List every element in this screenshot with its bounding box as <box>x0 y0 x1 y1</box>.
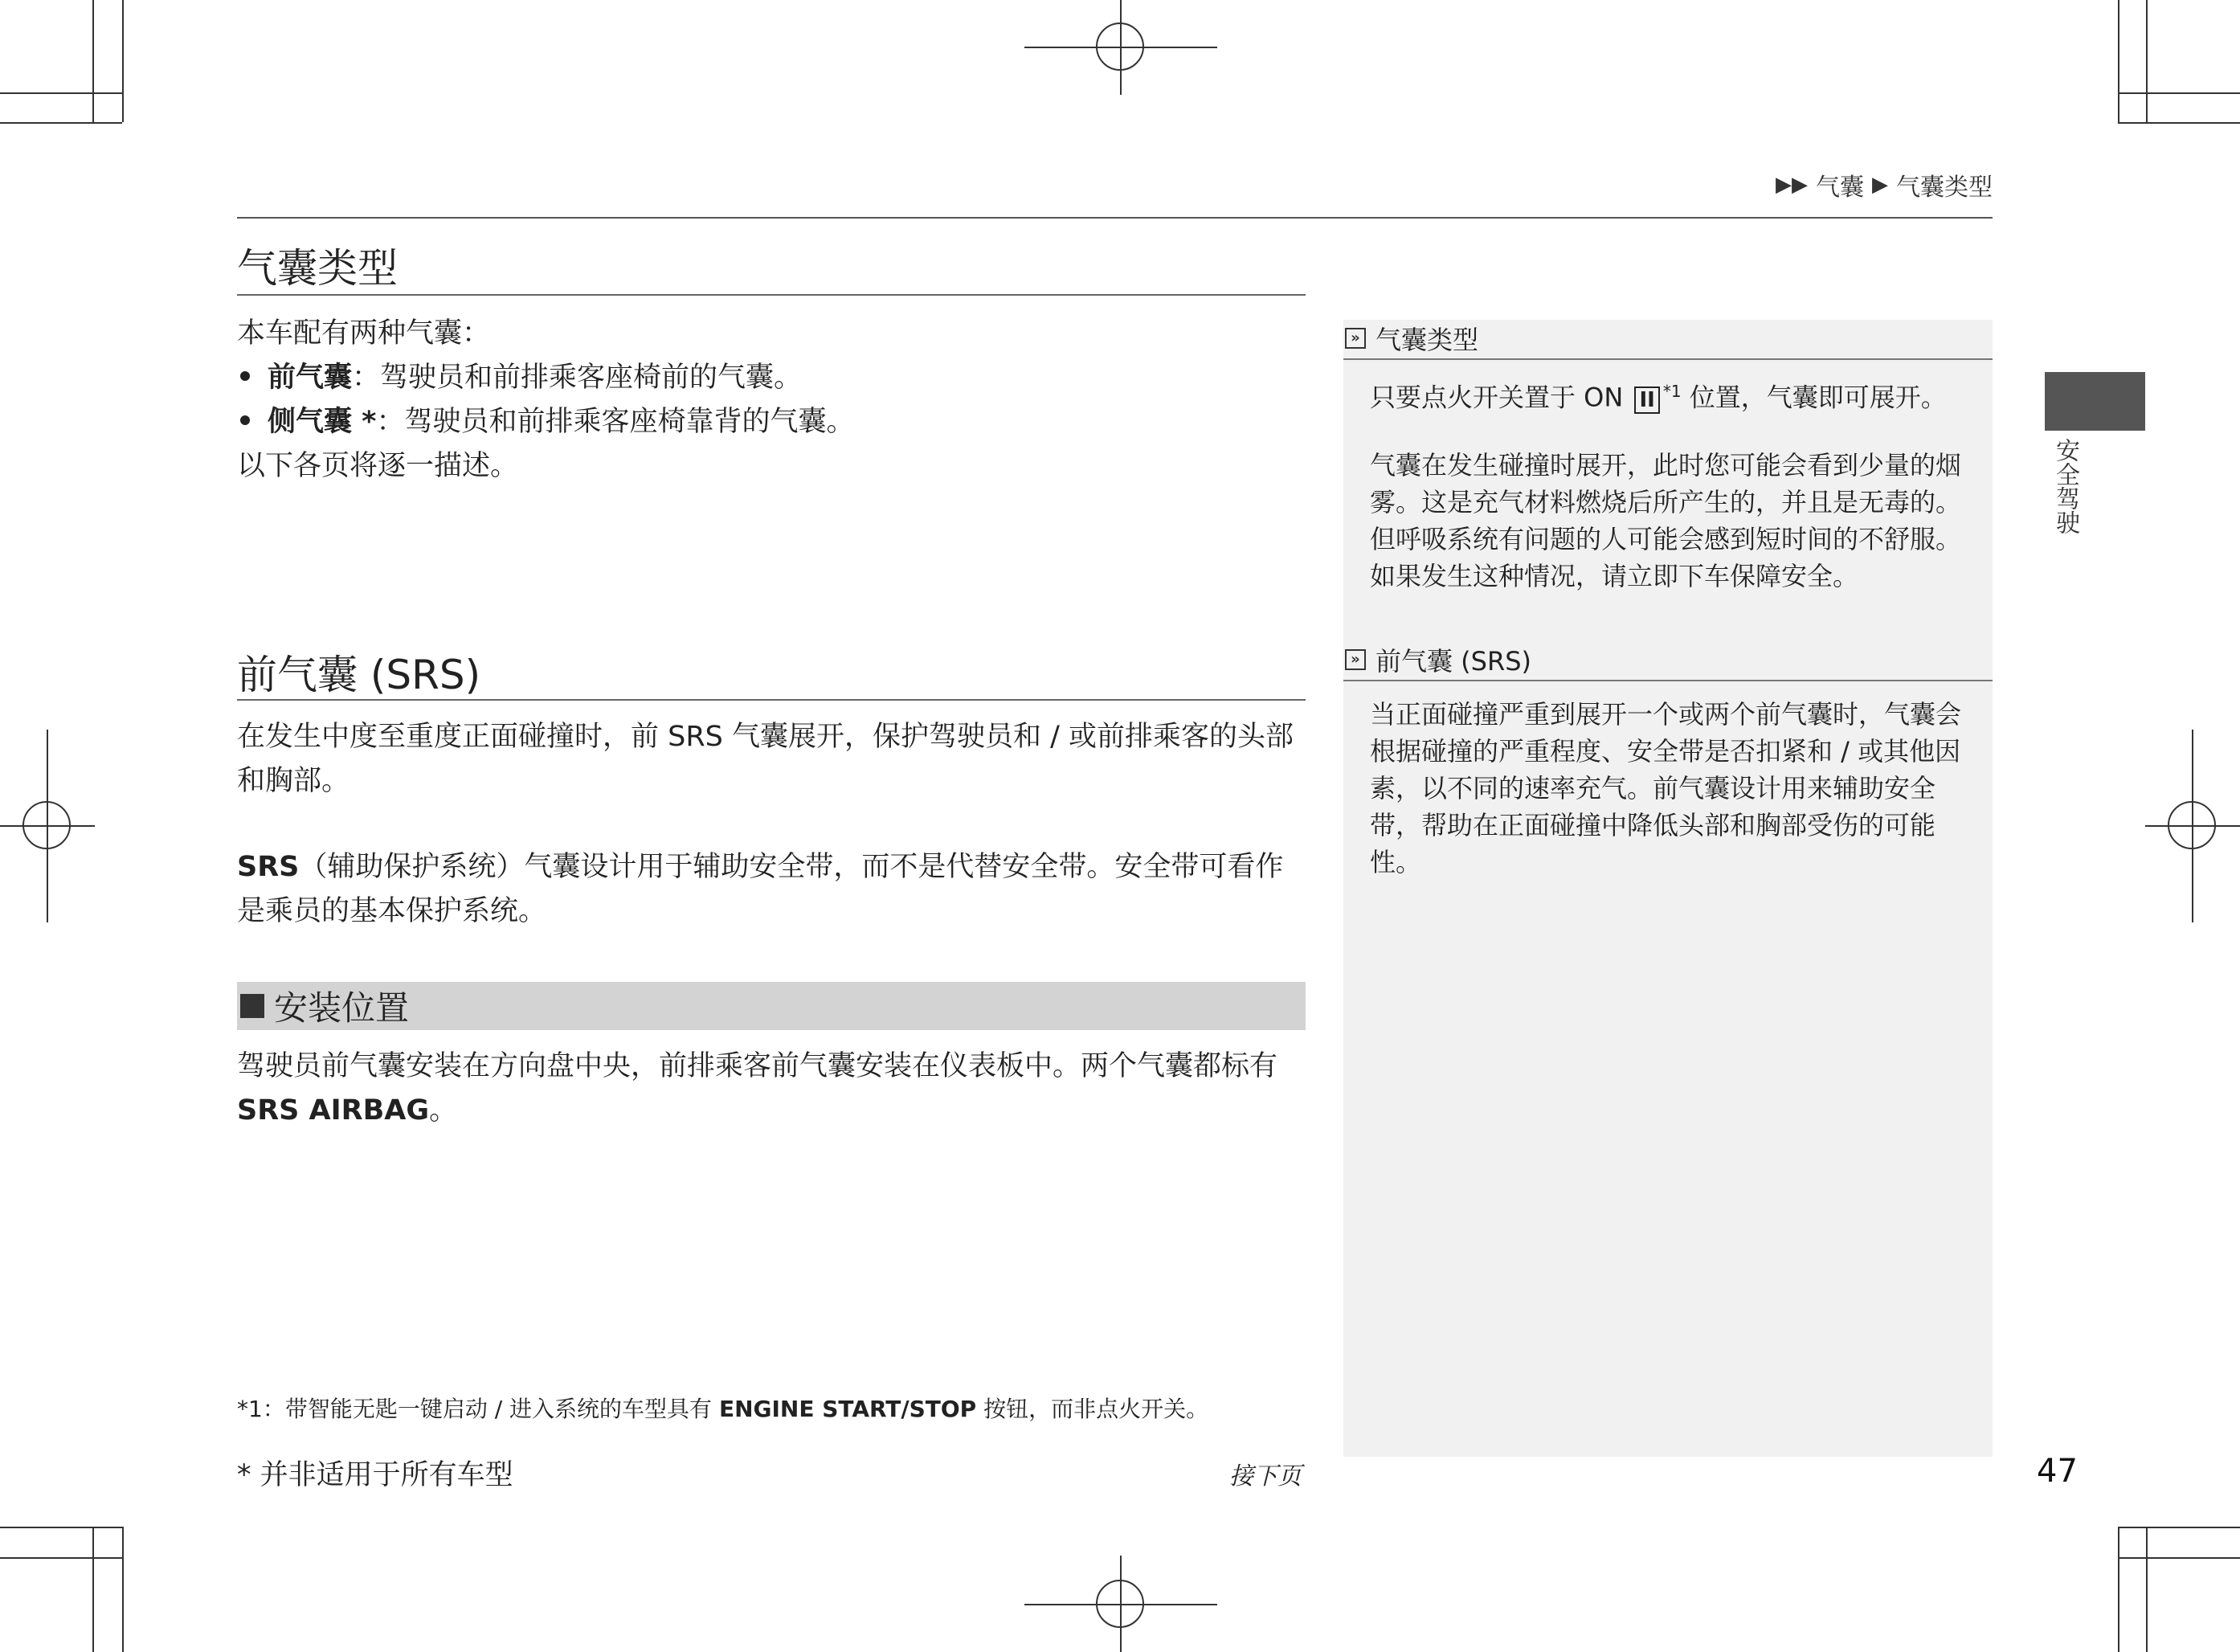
sidebar-heading-front-airbag <box>1343 641 1993 678</box>
arrow-icon: ▶ <box>1872 173 1888 197</box>
list-item <box>237 400 1310 444</box>
breadcrumb <box>1776 167 1993 202</box>
subheading-label: 安装位置 <box>274 988 410 1028</box>
paragraph: 驾驶员前气囊安装在方向盘中央，前排乘客前气囊安装在仪表板中。两个气囊都标有 <box>237 1050 1278 1082</box>
bullet-icon <box>240 371 250 381</box>
ignition-position-icon: II <box>1634 386 1659 414</box>
chapter-tab-label[interactable]: 安全驾驶 <box>2051 438 2079 534</box>
footnote-text: 按钮，而非点火开关。 <box>976 1396 1209 1422</box>
footer-note: * 并非适用于所有车型 <box>237 1459 513 1491</box>
section2-para1 <box>237 715 1310 804</box>
double-arrow-icon: ▶▶ <box>1776 173 1808 197</box>
section-title-airbag-types: 气囊类型 <box>237 245 398 292</box>
section1-body <box>237 312 1310 489</box>
sidebar-heading-label: 气囊类型 <box>1375 325 1479 355</box>
punctuation: 。 <box>429 1094 458 1127</box>
paragraph: 位置，气囊即可展开。 <box>1681 382 1947 413</box>
sidebar-text-3 <box>1370 696 1976 881</box>
paragraph: （辅助保护系统）气囊设计用于辅助安全带，而不是代替安全带。安全带可看作是乘员的基本保护系统。 <box>237 851 1284 927</box>
paragraph: 当正面碰撞严重到展开一个或两个前气囊时，气囊会根据碰撞的严重程度、安全带是否扣紧和 / 或其他因素，以不同的速率充气。前气囊设计用来辅助安全带，帮助在正面碰撞中降低头部和胸部受伤的可能性。 <box>1370 699 1962 877</box>
footnote-text: *1：带智能无匙一键启动 / 进入系统的车型具有 <box>237 1396 719 1422</box>
header-divider <box>237 217 1993 219</box>
footnote <box>237 1392 1208 1424</box>
paragraph: 在发生中度至重度正面碰撞时，前 SRS 气囊展开，保护驾驶员和 / 或前排乘客的头部和胸部。 <box>237 721 1294 797</box>
breadcrumb-item-airbag-types[interactable]: 气囊类型 <box>1896 174 1993 202</box>
sidebar-heading-label: 前气囊 (SRS) <box>1375 646 1532 677</box>
list-item <box>237 356 1310 400</box>
footnote-button-name: ENGINE START/STOP <box>718 1396 977 1422</box>
section-divider <box>237 294 1306 296</box>
section-title-front-airbag: 前气囊 (SRS) <box>237 652 481 698</box>
paragraph: 气囊在发生碰撞时展开，此时您可能会看到少量的烟雾。这是充气材料燃烧后所产生的，并且是无毒的。但呼吸系统有问题的人可能会感到短时间的不舒服。如果发生这种情况，请立即下车保障安全。 <box>1370 450 1962 591</box>
sidebar-divider <box>1343 358 1993 360</box>
footnote-ref[interactable]: *1 <box>1662 382 1682 401</box>
paragraph: 只要点火开关置于 ON <box>1370 382 1632 413</box>
srs-airbag-label: SRS AIRBAG <box>237 1094 430 1127</box>
sidebar-text-1 <box>1370 373 1976 416</box>
chevron-right-icon: » <box>1345 649 1366 670</box>
section2-para2 <box>237 845 1310 934</box>
section-divider <box>237 699 1306 701</box>
bullet-icon <box>240 415 250 425</box>
square-icon <box>240 994 264 1018</box>
bullet-term: 前气囊 <box>268 362 353 394</box>
sidebar-heading-airbag-types <box>1343 320 1993 357</box>
bullet-text: ：驾驶员和前排乘客座椅靠背的气囊。 <box>376 406 855 438</box>
sidebar-text-2 <box>1370 447 1976 595</box>
subheading-installation <box>237 982 1306 1030</box>
page-number: 47 <box>2037 1453 2078 1490</box>
sidebar-divider <box>1343 680 1993 681</box>
bullet-term: 侧气囊 * <box>268 406 377 438</box>
continue-link[interactable]: 接下页 <box>1229 1462 1302 1490</box>
section2-para3 <box>237 1045 1310 1133</box>
chapter-tab-marker[interactable] <box>2045 372 2145 431</box>
srs-term: SRS <box>237 851 300 883</box>
bullet-text: ：驾驶员和前排乘客座椅前的气囊。 <box>352 362 803 394</box>
intro-text: 本车配有两种气囊： <box>237 317 491 350</box>
outro-text: 以下各页将逐一描述。 <box>237 450 519 482</box>
breadcrumb-item-airbag[interactable]: 气囊 <box>1816 174 1864 202</box>
chevron-right-icon: » <box>1345 328 1366 349</box>
